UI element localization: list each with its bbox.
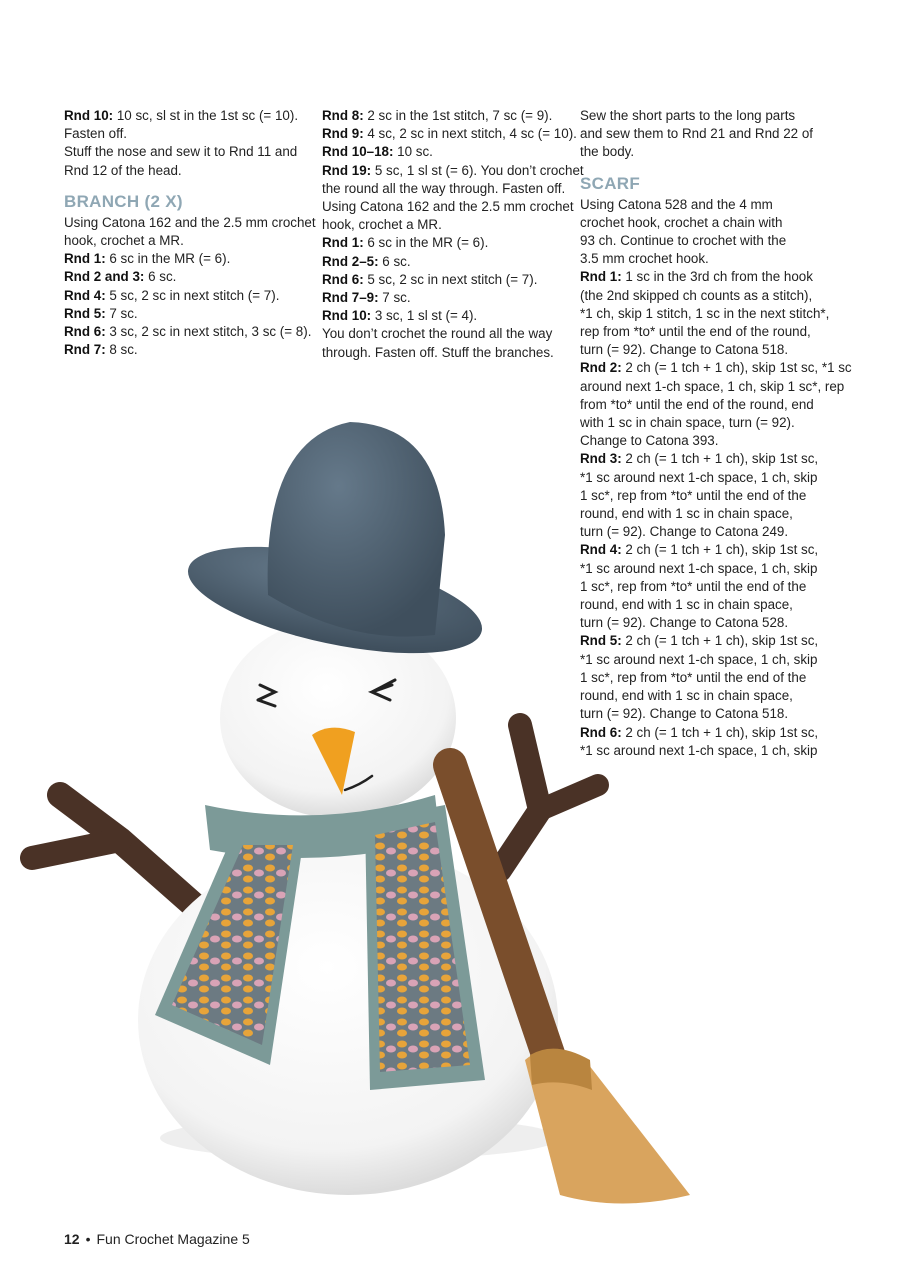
line-text: 3 sc, 2 sc in next stitch, 3 sc (= 8).	[105, 324, 312, 340]
text-line	[580, 341, 830, 359]
line-text: round, end with 1 sc in chain space,	[580, 506, 793, 522]
text-line	[64, 250, 309, 268]
round-label: Rnd 3:	[580, 451, 622, 467]
line-text: Fasten off.	[64, 126, 128, 142]
text-line	[322, 162, 584, 180]
text-line	[322, 234, 570, 252]
text-line	[64, 323, 312, 341]
text-line	[580, 196, 830, 214]
text-line	[580, 250, 830, 268]
line-text: 7 sc.	[105, 305, 138, 321]
round-label: Rnd 8:	[322, 108, 364, 123]
line-text: from *to* until the end of the round, end	[580, 396, 814, 412]
text-line	[580, 107, 830, 125]
line-text: 6 sc in the MR (= 6).	[105, 251, 231, 267]
round-label: Rnd 5:	[64, 305, 106, 321]
round-label: Rnd 1:	[64, 251, 106, 267]
text-line	[580, 305, 830, 323]
line-text: round, end with 1 sc in chain space,	[580, 597, 793, 613]
text-line	[580, 214, 830, 232]
line-text: 3 sc, 1 sl st (= 4).	[371, 308, 478, 324]
text-line	[64, 162, 309, 180]
text-column-2	[322, 107, 584, 362]
line-text: Stuff the nose and sew it to Rnd 11 and	[64, 144, 298, 160]
text-line	[64, 125, 309, 143]
text-line	[64, 341, 309, 359]
line-text: turn (= 92). Change to Catona 528.	[580, 615, 789, 631]
round-label: Rnd 6:	[64, 324, 106, 340]
line-text: 93 ch. Continue to crochet with the	[580, 233, 787, 249]
line-text: hook, crochet a MR.	[64, 233, 184, 249]
line-text: Change to Catona 393.	[580, 433, 719, 449]
line-text: *1 sc around next 1-ch space, 1 ch, skip	[580, 651, 818, 667]
round-label: Rnd 10–18:	[322, 144, 394, 160]
text-line	[64, 214, 316, 232]
line-text: 2 sc in the 1st stitch, 7 sc (= 9).	[363, 108, 553, 123]
line-text: Rnd 12 of the head.	[64, 162, 182, 178]
line-text: Using Catona 528 and the 4 mm	[580, 196, 773, 212]
text-line	[64, 232, 309, 250]
round-label: Rnd 19:	[322, 162, 372, 178]
text-line	[322, 325, 570, 343]
line-text: the body.	[580, 144, 635, 160]
text-line	[64, 287, 309, 305]
line-text: 3.5 mm crochet hook.	[580, 251, 709, 267]
round-label: Rnd 7:	[64, 342, 106, 358]
bullet-separator: •	[85, 1231, 91, 1247]
line-text: 6 sc in the MR (= 6).	[363, 235, 489, 251]
text-line	[580, 359, 852, 377]
line-text: turn (= 92). Change to Catona 518.	[580, 342, 789, 358]
line-text: turn (= 92). Change to Catona 518.	[580, 706, 789, 722]
line-text: 10 sc.	[393, 144, 433, 160]
line-text: *1 sc around next 1-ch space, 1 ch, skip	[580, 560, 818, 576]
line-text: the round all the way through. Fasten off.	[322, 180, 566, 196]
line-text: 6 sc.	[144, 269, 177, 285]
line-text: crochet hook, crochet a chain with	[580, 214, 783, 230]
line-text: *1 sc around next 1-ch space, 1 ch, skip	[580, 469, 818, 485]
section-heading: SCARF	[580, 173, 641, 193]
crocheted-snowman-photo	[0, 400, 906, 1220]
line-text: 7 sc.	[378, 290, 411, 306]
text-line	[322, 198, 574, 216]
round-label: Rnd 4:	[64, 287, 106, 303]
text-line	[580, 287, 830, 305]
round-label: Rnd 10:	[322, 308, 372, 324]
line-text: You don’t crochet the round all the way	[322, 326, 553, 342]
line-text: 1 sc in the 3rd ch from the hook	[621, 269, 813, 285]
text-line	[580, 125, 830, 143]
round-label: Rnd 2:	[580, 360, 622, 376]
line-text: 2 ch (= 1 tch + 1 ch), skip 1st sc,	[621, 451, 819, 467]
round-label: Rnd 1:	[580, 269, 622, 285]
text-line	[580, 143, 830, 161]
line-text: (the 2nd skipped ch counts as a stitch),	[580, 287, 813, 303]
line-text: Using Catona 162 and the 2.5 mm crochet	[322, 199, 574, 215]
text-line	[322, 125, 577, 143]
line-text: 10 sc, sl st in the 1st sc (= 10).	[113, 108, 299, 123]
round-label: Rnd 6:	[322, 271, 364, 287]
line-text: rep from *to* until the end of the round,	[580, 324, 811, 340]
line-text: 5 sc, 2 sc in next stitch (= 7).	[363, 271, 538, 287]
text-line	[322, 271, 570, 289]
text-line	[322, 143, 570, 161]
line-text: 4 sc, 2 sc in next stitch, 4 sc (= 10).	[363, 126, 577, 142]
text-line	[322, 253, 570, 271]
section-heading: BRANCH (2 X)	[64, 191, 183, 211]
line-text: hook, crochet a MR.	[322, 217, 442, 233]
round-label: Rnd 2–5:	[322, 253, 379, 269]
line-text: 1 sc*, rep from *to* until the end of the	[580, 669, 807, 685]
round-label: Rnd 2 and 3:	[64, 269, 145, 285]
round-label: Rnd 1:	[322, 235, 364, 251]
text-line	[64, 143, 309, 161]
text-line	[322, 107, 570, 125]
round-label: Rnd 9:	[322, 126, 364, 142]
line-text: 5 sc, 2 sc in next stitch (= 7).	[105, 287, 280, 303]
line-text: with 1 sc in chain space, turn (= 92).	[580, 415, 795, 431]
text-line	[580, 378, 845, 396]
line-text: 5 sc, 1 sl st (= 6). You don’t crochet	[371, 162, 584, 178]
page-number: 12	[64, 1231, 80, 1247]
text-line	[322, 307, 570, 325]
round-label: Rnd 7–9:	[322, 290, 379, 306]
line-text: 2 ch (= 1 tch + 1 ch), skip 1st sc,	[621, 724, 819, 740]
line-text: 8 sc.	[105, 342, 138, 358]
line-text: Using Catona 162 and the 2.5 mm crochet	[64, 214, 316, 230]
text-line	[64, 107, 309, 125]
line-text: and sew them to Rnd 21 and Rnd 22 of	[580, 126, 814, 142]
text-line	[580, 323, 830, 341]
round-label: Rnd 10:	[64, 108, 114, 123]
text-line	[322, 180, 570, 198]
line-text: round, end with 1 sc in chain space,	[580, 688, 793, 704]
text-line	[64, 305, 309, 323]
round-label: Rnd 5:	[580, 633, 622, 649]
line-text: Sew the short parts to the long parts	[580, 108, 796, 123]
text-line	[322, 344, 570, 362]
line-text: 1 sc*, rep from *to* until the end of the	[580, 578, 807, 594]
text-column-1	[64, 107, 316, 359]
line-text: 2 ch (= 1 tch + 1 ch), skip 1st sc,	[621, 542, 819, 558]
text-line	[322, 289, 570, 307]
text-line	[580, 268, 830, 286]
line-text: 2 ch (= 1 tch + 1 ch), skip 1st sc,	[621, 633, 819, 649]
text-line	[580, 232, 830, 250]
text-line	[322, 216, 570, 234]
round-label: Rnd 6:	[580, 724, 622, 740]
round-label: Rnd 4:	[580, 542, 622, 558]
line-text: through. Fasten off. Stuff the branches.	[322, 344, 554, 360]
line-text: *1 sc around next 1-ch space, 1 ch, skip	[580, 742, 818, 758]
line-text: turn (= 92). Change to Catona 249.	[580, 524, 789, 540]
line-text: *1 ch, skip 1 stitch, 1 sc in the next stitch*,	[580, 305, 830, 321]
text-line	[64, 268, 309, 286]
magazine-title: Fun Crochet Magazine 5	[96, 1231, 250, 1247]
line-text: around next 1-ch space, 1 ch, skip 1 sc*, rep	[580, 378, 845, 394]
line-text: 1 sc*, rep from *to* until the end of the	[580, 487, 807, 503]
line-text: 6 sc.	[378, 253, 411, 269]
line-text: 2 ch (= 1 tch + 1 ch), skip 1st sc, *1 sc	[621, 360, 852, 376]
page-footer	[64, 1231, 250, 1247]
